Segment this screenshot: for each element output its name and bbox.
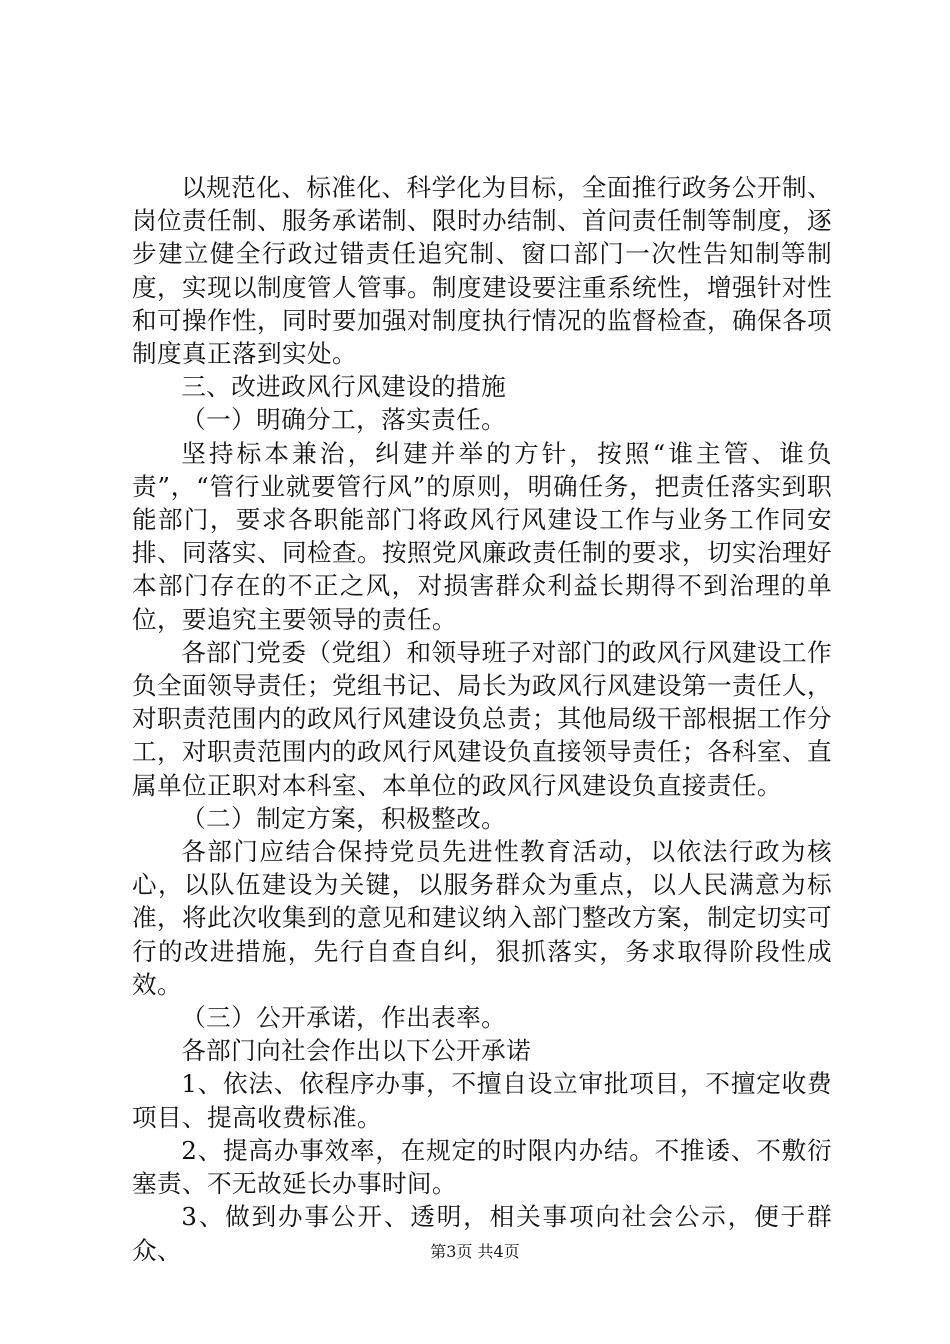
subheading-plan-rectify: （二）制定方案，积极整改。 [181, 803, 507, 833]
paragraph-system-goals: 以规范化、标准化、科学化为目标，全面推行政务公开制、岗位责任制、服务承诺制、限时办结制、首问责任制等制度，逐步建立健全行政过错责任追究制、窗口部门一次性告知制等制度，实现以制度管人管事。制度建设要注重系统性，增强针对性和可操作性，同时要加强对制度执行情况的监督检查，确保各项制度真正落到实处。 [132, 173, 832, 369]
section-heading-measures: 三、改进政风行风建设的措施 [181, 372, 507, 402]
subheading-public-commitment: （三）公开承诺，作出表率。 [181, 1003, 507, 1033]
page-number-footer: 第3页 共4页 [430, 1242, 520, 1261]
paragraph-commitment-intro: 各部门向社会作出以下公开承诺 [181, 1036, 532, 1066]
document-body [132, 171, 832, 1267]
paragraph-leadership: 各部门党委（党组）和领导班子对部门的政风行风建设工作负全面领导责任；党组书记、局长为政风行风建设第一责任人，对职责范围内的政风行风建设负总责；其他局级干部根据工作分工，对职责范围内的政风行风建设负直接领导责任；各科室、直属单位正职对本科室、本单位的政风行风建设负直接责任。 [132, 637, 832, 800]
list-item-commitment-3: 3、做到办事公开、透明，相关事项向社会公示，便于群众、 [132, 1202, 832, 1265]
subheading-division-of-labor: （一）明确分工，落实责任。 [181, 405, 507, 435]
list-item-commitment-2: 2、提高办事效率，在规定的时限内办结。不推诿、不敷衍塞责、不无故延长办事时间。 [132, 1135, 832, 1199]
paragraph-rectification: 各部门应结合保持党员先进性教育活动，以依法行政为核心，以队伍建设为关键，以服务群众为重点，以人民满意为标准，将此次收集到的意见和建议纳入部门整改方案，制定切实可行的改进措施，先行自查自纠，狠抓落实，务求取得阶段性成效。 [132, 837, 832, 999]
list-item-commitment-1: 1、依法、依程序办事，不擅自设立审批项目，不擅定收费项目、提高收费标准。 [132, 1069, 832, 1132]
paragraph-responsibility: 坚持标本兼治，纠建并举的方针，按照“谁主管、谁负责”，“管行业就要管行风”的原则，明确任务，把责任落实到职能部门，要求各职能部门将政风行风建设工作与业务工作同安排、同落实、同检查。按照党风廉政责任制的要求，切实治理好本部门存在的不正之风，对损害群众利益长期得不到治理的单位，要追究主要领导的责任。 [132, 438, 832, 634]
